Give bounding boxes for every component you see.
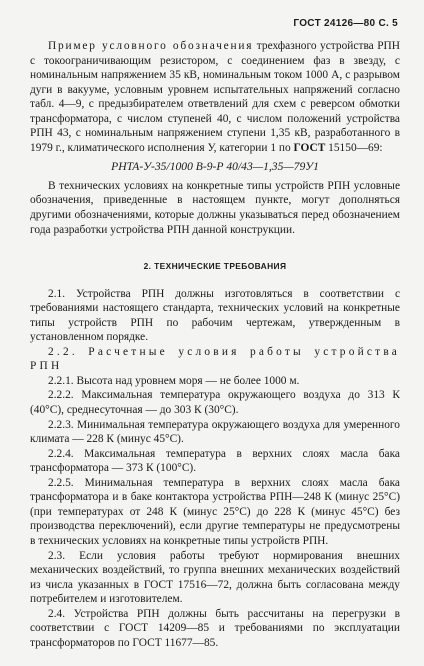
paragraph-2-1: 2.1. Устройства РПН должны изготовляться в соответствии с требованиями настоящего стандарта, технических условий на конкретные типы устройств РПН по рабочим чертежам, утвержденным в установленном порядке. [30, 287, 400, 344]
example-body: трехфазного устройства РПН с токоограничивающим резистором, с соединением фаз в звезду, с номинальным напряжением 35 кВ, номинальным током 1000 А, с разрывом дуги в вакууме, условным уровнем испытательных напряжений согласно табл. 4—9, с предызбирателем ответвлений для схем с реверсом обмотки трансформатора, с числом ступеней 40, с числом положений устройства РПН 43, с номинальным напряжением ступени 1,35 кВ, разработанного в 1979 г., климатического исполнения У, категории 1 по [30, 40, 400, 154]
paragraph-2-2-3: 2.2.3. Минимальная температура окружающего воздуха для умеренного климата — 228 К (минус 45°С). [30, 418, 400, 446]
example-lead: Пример условного обозначения [48, 40, 254, 52]
designation-formula: РНТА-У-35/1000 В-9-Р 40/43—1,35—79У1 [111, 160, 319, 174]
paragraph-2-2-2: 2.2.2. Максимальная температура окружающего воздуха до 313 К (40°С), среднесуточная — до 303 К (30°С). [30, 389, 400, 417]
paragraph-2-4: 2.4. Устройства РПН должны быть рассчитаны на перегрузки в соответствии с ГОСТ 14209—85 и требованиями по эксплуатации трансформаторов по ГОСТ 11677—85. [30, 607, 400, 649]
document-body [30, 39, 400, 650]
paragraph-2-2-1: 2.2.1. Высота над уровнем моря — не более 1000 м. [48, 374, 300, 387]
gost-label: ГОСТ [293, 141, 326, 154]
example-designation-paragraph [30, 39, 400, 155]
paragraph-2-2: 2.2. Расчетные условия работы устройства РПН [30, 345, 400, 373]
tech-conditions-paragraph: В технических условиях на конкретные типы устройств РПН условные обозначения, приведенные в настоящем пункте, могут дополняться другими обозначениями, которые должны указываться перед обозначением года разработки устройства РПН данной конструкции. [30, 179, 400, 236]
example-tail: 15150—69: [325, 141, 383, 154]
paragraph-2-3: 2.3. Если условия работы требуют нормирования внешних механических воздействий, то группа внешних механических воздействий из числа указанных в ГОСТ 17516—72, должна быть согласована между потребителем и изготовителем. [30, 549, 400, 606]
section-title: 2. ТЕХНИЧЕСКИЕ ТРЕБОВАНИЯ [143, 261, 287, 272]
page-header: ГОСТ 24126—80 С. 5 [293, 18, 398, 29]
paragraph-2-2-5: 2.2.5. Минимальная температура в верхних слоях масла бака трансформатора и в баке контактора устройства РПН—248 К (минус 25°С) (при температурах от 248 К (минус 25°С) до 228 К (минус 45°С) без производства переключений), если другие температуры не предусмотрены в технических условиях на конкретные типы устройств РПН. [30, 476, 400, 547]
paragraph-2-2-4: 2.2.4. Максимальная температура в верхних слоях масла бака трансформатора — 373 К (100°С). [30, 447, 400, 475]
